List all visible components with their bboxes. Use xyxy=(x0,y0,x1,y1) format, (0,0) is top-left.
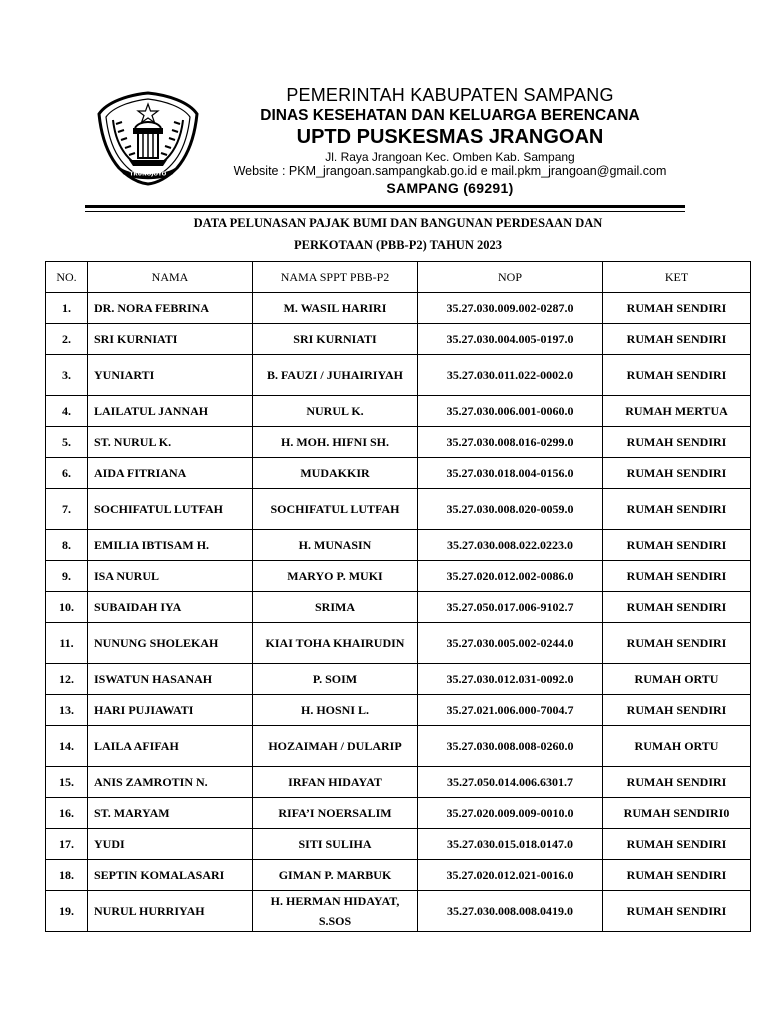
cell-nama: SUBAIDAH IYA xyxy=(88,592,253,623)
cell-ket: RUMAH SENDIRI xyxy=(603,561,751,592)
cell-ket: RUMAH SENDIRI xyxy=(603,829,751,860)
cell-sppt: H. MOH. HIFNI SH. xyxy=(253,427,418,458)
address: Jl. Raya Jrangoan Kec. Omben Kab. Sampang xyxy=(325,150,575,164)
table-row xyxy=(46,726,751,767)
cell-no: 13. xyxy=(46,695,88,726)
cell-sppt: H. HERMAN HIDAYAT, S.SOS xyxy=(253,891,418,932)
cell-sppt: SOCHIFATUL LUTFAH xyxy=(253,489,418,530)
cell-nop: 35.27.020.012.021-0016.0 xyxy=(418,860,603,891)
letterhead-divider xyxy=(85,205,685,208)
cell-nama: ST. NURUL K. xyxy=(88,427,253,458)
table-row xyxy=(46,623,751,664)
cell-nama: ST. MARYAM xyxy=(88,798,253,829)
cell-sppt: P. SOIM xyxy=(253,664,418,695)
cell-no: 6. xyxy=(46,458,88,489)
cell-nama: LAILA AFIFAH xyxy=(88,726,253,767)
table-row xyxy=(46,767,751,798)
letterhead-text xyxy=(200,84,700,198)
cell-no: 14. xyxy=(46,726,88,767)
pbb-payment-table xyxy=(45,261,751,932)
cell-sppt: B. FAUZI / JUHAIRIYAH xyxy=(253,355,418,396)
cell-no: 1. xyxy=(46,293,88,324)
cell-nop: 35.27.030.008.008.0419.0 xyxy=(418,891,603,932)
cell-nop: 35.27.030.018.004-0156.0 xyxy=(418,458,603,489)
cell-ket: RUMAH SENDIRI xyxy=(603,891,751,932)
table-row xyxy=(46,489,751,530)
cell-sppt: NURUL K. xyxy=(253,396,418,427)
cell-no: 3. xyxy=(46,355,88,396)
header-nop: NOP xyxy=(418,262,603,293)
table-row xyxy=(46,829,751,860)
cell-nop: 35.27.030.005.002-0244.0 xyxy=(418,623,603,664)
cell-sppt: H. HOSNI L. xyxy=(253,695,418,726)
cell-sppt: GIMAN P. MARBUK xyxy=(253,860,418,891)
cell-nop: 35.27.020.012.002-0086.0 xyxy=(418,561,603,592)
table-row xyxy=(46,458,751,489)
cell-nama: NURUL HURRIYAH xyxy=(88,891,253,932)
table-row xyxy=(46,530,751,561)
table-row xyxy=(46,293,751,324)
cell-nop: 35.27.030.004.005-0197.0 xyxy=(418,324,603,355)
cell-nama: YUNIARTI xyxy=(88,355,253,396)
cell-nama: NUNUNG SHOLEKAH xyxy=(88,623,253,664)
table-row xyxy=(46,396,751,427)
cell-no: 4. xyxy=(46,396,88,427)
cell-ket: RUMAH SENDIRI xyxy=(603,695,751,726)
cell-ket: RUMAH SENDIRI xyxy=(603,293,751,324)
table-row xyxy=(46,355,751,396)
cell-sppt: SRI KURNIATI xyxy=(253,324,418,355)
cell-nop: 35.27.030.009.002-0287.0 xyxy=(418,293,603,324)
cell-nama: LAILATUL JANNAH xyxy=(88,396,253,427)
institution-name: UPTD PUSKESMAS JRANGOAN xyxy=(296,126,604,148)
cell-nama: DR. NORA FEBRINA xyxy=(88,293,253,324)
cell-sppt: RIFA’I NOERSALIM xyxy=(253,798,418,829)
cell-nama: SEPTIN KOMALASARI xyxy=(88,860,253,891)
table-row xyxy=(46,860,751,891)
cell-nama: HARI PUJIAWATI xyxy=(88,695,253,726)
cell-no: 18. xyxy=(46,860,88,891)
cell-nama: AIDA FITRIANA xyxy=(88,458,253,489)
table-row xyxy=(46,664,751,695)
header-nama-sppt: NAMA SPPT PBB-P2 xyxy=(253,262,418,293)
cell-nama: YUDI xyxy=(88,829,253,860)
cell-nama: EMILIA IBTISAM H. xyxy=(88,530,253,561)
cell-sppt: MUDAKKIR xyxy=(253,458,418,489)
cell-nop: 35.27.030.008.022.0223.0 xyxy=(418,530,603,561)
cell-nop: 35.27.021.006.000-7004.7 xyxy=(418,695,603,726)
cell-sppt: SITI SULIHA xyxy=(253,829,418,860)
table-row xyxy=(46,798,751,829)
cell-ket: RUMAH SENDIRI xyxy=(603,592,751,623)
cell-no: 10. xyxy=(46,592,88,623)
table-row xyxy=(46,592,751,623)
table-row xyxy=(46,695,751,726)
header-nama: NAMA xyxy=(88,262,253,293)
table-row xyxy=(46,891,751,932)
cell-nop: 35.27.030.008.016-0299.0 xyxy=(418,427,603,458)
cell-nop: 35.27.050.014.006.6301.7 xyxy=(418,767,603,798)
cell-nop: 35.27.030.006.001-0060.0 xyxy=(418,396,603,427)
cell-no: 2. xyxy=(46,324,88,355)
table-header-row xyxy=(46,262,751,293)
document-title xyxy=(44,212,752,256)
cell-sppt: M. WASIL HARIRI xyxy=(253,293,418,324)
cell-ket: RUMAH ORTU xyxy=(603,664,751,695)
cell-sppt: KIAI TOHA KHAIRUDIN xyxy=(253,623,418,664)
header-no: NO. xyxy=(46,262,88,293)
cell-nama: SRI KURNIATI xyxy=(88,324,253,355)
logo-text: TRUNOJOYO xyxy=(129,171,167,178)
cell-nop: 35.27.030.008.008-0260.0 xyxy=(418,726,603,767)
cell-ket: RUMAH SENDIRI xyxy=(603,489,751,530)
cell-nama: ISA NURUL xyxy=(88,561,253,592)
cell-no: 17. xyxy=(46,829,88,860)
cell-no: 15. xyxy=(46,767,88,798)
kabupaten-sampang-emblem-icon xyxy=(93,90,203,186)
table-row xyxy=(46,561,751,592)
government-name: PEMERINTAH KABUPATEN SAMPANG xyxy=(286,85,614,105)
cell-sppt: HOZAIMAH / DULARIP xyxy=(253,726,418,767)
cell-no: 7. xyxy=(46,489,88,530)
cell-nop: 35.27.030.008.020-0059.0 xyxy=(418,489,603,530)
cell-ket: RUMAH SENDIRI xyxy=(603,355,751,396)
cell-ket: RUMAH MERTUA xyxy=(603,396,751,427)
cell-no: 9. xyxy=(46,561,88,592)
cell-nop: 35.27.030.012.031-0092.0 xyxy=(418,664,603,695)
cell-ket: RUMAH SENDIRI xyxy=(603,530,751,561)
cell-no: 16. xyxy=(46,798,88,829)
website-email: Website : PKM_jrangoan.sampangkab.go.id e mail.pkm_jrangoan@gmail.com xyxy=(233,164,667,178)
cell-nop: 35.27.030.015.018.0147.0 xyxy=(418,829,603,860)
cell-ket: RUMAH SENDIRI xyxy=(603,767,751,798)
cell-ket: RUMAH SENDIRI xyxy=(603,860,751,891)
city-postcode: SAMPANG (69291) xyxy=(386,180,514,196)
cell-nop: 35.27.030.011.022-0002.0 xyxy=(418,355,603,396)
cell-ket: RUMAH SENDIRI xyxy=(603,427,751,458)
cell-no: 8. xyxy=(46,530,88,561)
table-row xyxy=(46,324,751,355)
cell-ket: RUMAH ORTU xyxy=(603,726,751,767)
cell-nama: ANIS ZAMROTIN N. xyxy=(88,767,253,798)
cell-ket: RUMAH SENDIRI xyxy=(603,324,751,355)
cell-sppt: IRFAN HIDAYAT xyxy=(253,767,418,798)
title-line-1: DATA PELUNASAN PAJAK BUMI DAN BANGUNAN PERDESAAN DAN xyxy=(193,216,603,230)
cell-no: 12. xyxy=(46,664,88,695)
table-row xyxy=(46,427,751,458)
cell-ket: RUMAH SENDIRI xyxy=(603,458,751,489)
cell-nop: 35.27.050.017.006-9102.7 xyxy=(418,592,603,623)
cell-sppt: H. MUNASIN xyxy=(253,530,418,561)
department-name: DINAS KESEHATAN DAN KELUARGA BERENCANA xyxy=(260,107,640,124)
title-line-2: PERKOTAAN (PBB-P2) TAHUN 2023 xyxy=(294,238,502,252)
cell-nop: 35.27.020.009.009-0010.0 xyxy=(418,798,603,829)
cell-no: 11. xyxy=(46,623,88,664)
cell-no: 5. xyxy=(46,427,88,458)
cell-ket: RUMAH SENDIRI xyxy=(603,623,751,664)
letterhead xyxy=(0,0,768,210)
cell-no: 19. xyxy=(46,891,88,932)
cell-nama: ISWATUN HASANAH xyxy=(88,664,253,695)
cell-ket: RUMAH SENDIRI0 xyxy=(603,798,751,829)
cell-sppt: SRIMA xyxy=(253,592,418,623)
cell-nama: SOCHIFATUL LUTFAH xyxy=(88,489,253,530)
cell-sppt: MARYO P. MUKI xyxy=(253,561,418,592)
header-ket: KET xyxy=(603,262,751,293)
